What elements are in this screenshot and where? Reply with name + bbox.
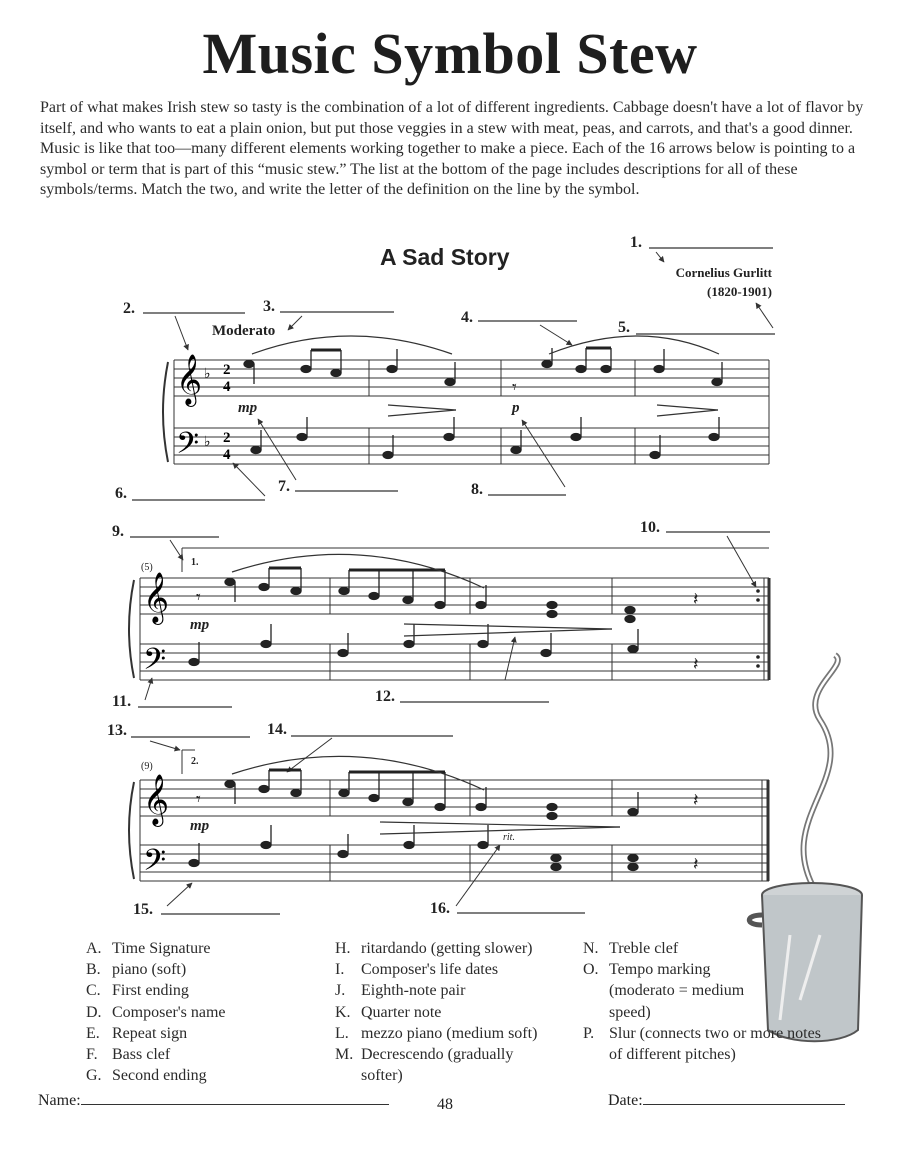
rit-marking: rit.	[503, 832, 515, 843]
legend-item: D. Composer's name	[86, 1003, 226, 1021]
legend-column-3	[583, 938, 834, 1065]
legend-item: H. ritardando (getting slower)	[335, 940, 533, 957]
arrow-9	[170, 540, 183, 560]
notes-system-1	[244, 348, 722, 459]
legend-item: L. mezzo piano (medium soft)	[335, 1024, 538, 1042]
legend-item: E. Repeat sign	[86, 1024, 188, 1042]
blank-label-6: 6.	[115, 485, 127, 502]
measure-number-5: (5)	[141, 562, 153, 573]
treble-clef-icon-3: 𝄞	[143, 774, 170, 825]
arrow-5	[756, 303, 773, 328]
blank-label-13: 13.	[107, 722, 127, 739]
blank-label-5: 5.	[618, 319, 630, 336]
brace-1	[163, 362, 168, 462]
treble-clef-icon-2: 𝄞	[143, 572, 170, 623]
measure-number-9: (9)	[141, 761, 153, 772]
date-line[interactable]	[643, 1090, 845, 1105]
arrow-3	[288, 316, 302, 330]
arrow-2	[175, 316, 188, 350]
arrow-1	[656, 252, 664, 262]
legend-item: B. piano (soft)	[86, 961, 187, 979]
svg-text:𝄽: 𝄽	[693, 654, 699, 675]
blank-label-14: 14.	[267, 721, 287, 738]
second-ending-label: 2.	[191, 756, 199, 767]
legend-item: F. Bass clef	[86, 1046, 171, 1064]
brace-3	[129, 782, 134, 879]
bass-clef-icon-2: 𝄢	[143, 643, 167, 684]
blank-label-9: 9.	[112, 523, 124, 540]
system-2	[140, 548, 769, 680]
blank-label-4: 4.	[461, 309, 473, 326]
legend-item: G. Second ending	[86, 1067, 207, 1085]
pointer-arrows	[145, 252, 773, 906]
legend-column-1	[86, 938, 322, 1086]
decrescendo-hairpins-1	[388, 405, 718, 416]
svg-text:2: 2	[223, 362, 231, 378]
name-field[interactable]	[38, 1090, 389, 1110]
blank-label-8: 8.	[471, 481, 483, 498]
dynamic-mp-2: mp	[190, 617, 210, 633]
notes-system-3	[189, 770, 638, 871]
blank-label-15: 15.	[133, 901, 153, 918]
decrescendo-hairpin-2	[404, 624, 612, 636]
svg-text:𝄾: 𝄾	[196, 789, 201, 810]
arrow-13	[150, 741, 180, 750]
bass-clef-icon: 𝄢	[176, 427, 200, 468]
bass-clef-icon-3: 𝄢	[143, 844, 167, 885]
blank-label-1: 1.	[630, 234, 642, 251]
legend-item: N. Treble clef	[583, 940, 679, 957]
legend-item: J. Eighth-note pair	[335, 982, 466, 1000]
arrow-6	[233, 463, 265, 496]
notes-system-2	[189, 568, 638, 666]
svg-text:2: 2	[223, 430, 231, 446]
key-flat-bass: ♭	[204, 434, 211, 450]
svg-text:𝄾: 𝄾	[512, 377, 517, 398]
legend-item: C. First ending	[86, 982, 189, 1000]
date-field[interactable]	[608, 1090, 845, 1110]
svg-text:𝄽: 𝄽	[693, 854, 699, 875]
key-flat: ♭	[204, 366, 211, 382]
composer-dates: (1820-1901)	[707, 284, 772, 299]
arrow-12	[505, 637, 515, 680]
svg-text:𝄽: 𝄽	[693, 790, 699, 811]
system-1	[174, 360, 769, 464]
system-3	[140, 750, 769, 881]
page-number: 48	[437, 1096, 453, 1113]
legend-item: O. Tempo marking (moderato = medium speed)	[583, 961, 745, 1021]
blank-label-12: 12.	[375, 688, 395, 705]
arrow-8	[522, 420, 565, 487]
treble-clef-icon: 𝄞	[176, 354, 203, 405]
piece-title: A Sad Story	[380, 244, 510, 270]
arrow-14	[287, 738, 332, 772]
legend-item: M. Decrescendo (gradually softer)	[335, 1046, 514, 1085]
name-label: Name:	[38, 1092, 81, 1109]
legend-item: I. Composer's life dates	[335, 961, 499, 979]
dynamic-p: p	[512, 400, 520, 416]
legend-item: P. Slur (connects two or more notes of different pitches)	[583, 1024, 821, 1064]
date-label: Date:	[608, 1092, 643, 1109]
svg-text:𝄾: 𝄾	[196, 587, 201, 608]
blank-label-7: 7.	[278, 478, 290, 495]
tempo-marking: Moderato	[212, 323, 276, 339]
first-ending-label: 1.	[191, 557, 199, 568]
blank-label-10: 10.	[640, 519, 660, 536]
legend-item: A. Time Signature	[86, 940, 211, 957]
svg-text:𝄽: 𝄽	[693, 589, 699, 610]
time-signature	[223, 362, 231, 463]
legend-column-2	[335, 938, 576, 1086]
blank-label-3: 3.	[263, 298, 275, 315]
intro-paragraph: Part of what makes Irish stew so tasty is the combination of a lot of different ingredients. Cabbage doesn't have a lot of flavor by itself, and who wants to eat a plain onion, but put those veggies in a stew with meat, peas, and carrots, and that's a good dinner. Music is like that too—many different elements working together to make a piece. Each of the 16 arrows below is pointing to a symbol or term that is part of this “music stew.” The list at the bottom of the page includes descriptions for all of these symbols/terms. Match the two, and write the letter of the definition on the line by the symbol.	[40, 99, 864, 198]
repeat-dots	[756, 589, 760, 668]
svg-text:4: 4	[223, 447, 231, 463]
blank-label-11: 11.	[112, 693, 132, 710]
legend-item: K. Quarter note	[335, 1003, 442, 1021]
blank-label-16: 16.	[430, 900, 450, 917]
page-title: Music Symbol Stew	[202, 21, 698, 86]
decrescendo-hairpin-3	[380, 822, 620, 834]
brace-2	[129, 580, 134, 678]
blank-label-2: 2.	[123, 300, 135, 317]
arrow-4	[540, 325, 572, 345]
dynamic-mp-1: mp	[238, 400, 258, 416]
composer-name: Cornelius Gurlitt	[675, 265, 772, 280]
dynamic-mp-3: mp	[190, 818, 210, 834]
arrow-15	[167, 883, 192, 906]
arrow-10	[727, 536, 756, 587]
name-line[interactable]	[81, 1090, 389, 1105]
svg-text:4: 4	[223, 379, 231, 395]
